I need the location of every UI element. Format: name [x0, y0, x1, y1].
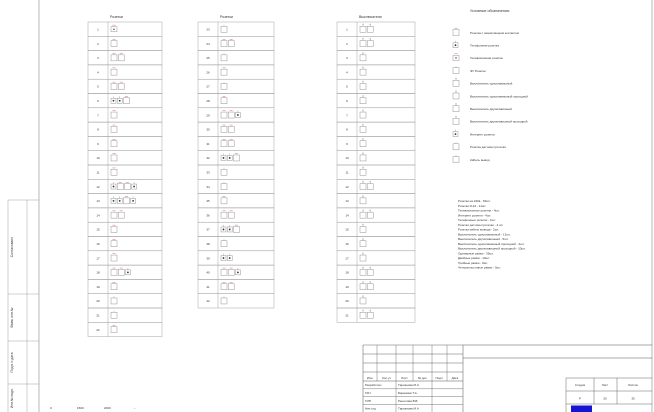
row-number: 4 [346, 70, 348, 75]
title-block-name: Баранова Т.А. [398, 391, 418, 395]
row-number: 12 [345, 184, 349, 189]
row-number: 28 [206, 98, 210, 103]
row-number: 42 [206, 299, 210, 304]
row-number: 32 [206, 156, 210, 161]
stage-header: Стадия [574, 383, 586, 387]
legend-label: Выключатель двухклавишный проходной [470, 119, 528, 124]
row-number: 9 [346, 141, 348, 146]
row-number: 10 [345, 156, 349, 161]
side-stamp-label: Согласовано [10, 236, 14, 258]
title-block-role: Разработал [365, 383, 382, 388]
side-stamp-label: Взам. инв.№ [10, 307, 14, 328]
row-number: 14 [345, 213, 349, 218]
row-number: 34 [206, 184, 210, 189]
summary-line: Четырехпостовые рамки - 5шт. [458, 265, 501, 270]
title-block-name: Решетова В.В. [398, 398, 419, 403]
row-number: 10 [96, 156, 100, 161]
row-number: 2 [97, 41, 99, 46]
row-number: 16 [345, 241, 349, 246]
row-number: 1 [346, 27, 348, 32]
row-number: 36 [206, 213, 210, 218]
summary-line: Двойные рамки - 10шт. [458, 256, 490, 260]
row-number: 26 [206, 70, 210, 75]
summary-line: Выключатель одноклавишный - 13шт. [458, 232, 511, 237]
legend-label: Выключатель двухклавишный [470, 107, 512, 111]
row-number: 7 [97, 113, 99, 118]
title-block-header: № док. [417, 376, 428, 381]
summary-line: Выключатель двухклавишный - 5шт. [458, 237, 509, 241]
summary-line: Одинарные рамки - 39шт. [458, 251, 494, 256]
row-number: 4 [97, 70, 99, 75]
legend-label: Розетка датчика протечки [470, 145, 506, 150]
summary-line: Тройные рамки - 9шт. [458, 260, 488, 265]
arrow-icon: → [133, 406, 136, 410]
row-number: 15 [345, 227, 349, 232]
row-number: 21 [96, 313, 100, 318]
summary-line: Телефонные розетки - 1шт. [458, 218, 496, 222]
legend-label: Розетка с заземляющим контактом [470, 30, 519, 35]
legend-label: ЭУ Розетки [470, 68, 486, 73]
summary-line: Выключатель одноклавишный проходной - 4шт. [458, 241, 525, 246]
row-number: 17 [96, 256, 100, 261]
row-number: 5 [346, 84, 348, 89]
row-number: 35 [206, 199, 210, 204]
title-block-header: Изм. [366, 376, 374, 381]
legend-label: Телефонная розетка [470, 43, 499, 48]
row-number: 8 [346, 127, 348, 132]
title-block-role: Нач.отд [365, 406, 376, 411]
row-number: 3 [97, 56, 99, 61]
row-number: 20 [345, 299, 349, 304]
sheet-header: Лист [601, 383, 609, 387]
row-number: 23 [206, 27, 210, 32]
table-title: Розетки [110, 15, 123, 19]
stage-value: Р [578, 396, 582, 401]
summary-line: Выключатель двухклавишный проходной - 10шт. [458, 246, 526, 251]
row-number: 5 [97, 84, 99, 89]
legend-label: Кабель вывод [470, 157, 490, 162]
side-stamp-label: Инв.№ подл. [10, 387, 14, 409]
row-number: 7 [346, 113, 348, 118]
title-block-header: Кол.уч [382, 376, 391, 381]
row-number: 11 [96, 170, 100, 175]
legend-title: Условные обозначения: [470, 9, 510, 13]
row-number: 24 [206, 41, 210, 46]
table-title: Выключатели [359, 15, 382, 19]
scale-label: 1500 [77, 406, 84, 410]
row-number: 2 [346, 41, 348, 46]
row-number: 13 [96, 199, 100, 204]
row-number: 12 [96, 184, 100, 189]
row-number: 30 [206, 127, 210, 132]
title-block-header: Дата [451, 376, 459, 381]
sheets-count: 35 [631, 396, 635, 401]
summary-line: Розетки датчика протечки - 4 шт. [458, 222, 504, 227]
row-number: 29 [206, 113, 210, 118]
row-number: 19 [96, 284, 100, 289]
scale-label: 0 [50, 406, 52, 410]
row-number: 22 [96, 327, 100, 332]
legend-label: Интернет розетка [470, 132, 495, 137]
title-block-header: Подп. [435, 376, 444, 381]
title-block-name: Тарханова М.А [398, 406, 419, 411]
row-number: 17 [345, 256, 349, 261]
row-number: 16 [96, 241, 100, 246]
logo-block [571, 406, 592, 412]
row-number: 15 [96, 227, 100, 232]
row-number: 6 [97, 98, 99, 103]
row-number: 25 [206, 56, 210, 61]
row-number: 13 [345, 199, 349, 204]
row-number: 38 [206, 241, 210, 246]
scale-label: 2000 [104, 406, 111, 410]
row-number: 41 [206, 284, 210, 289]
legend-label: Выключатель одноклавишный [470, 81, 513, 86]
row-number: 18 [96, 270, 100, 275]
row-number: 37 [206, 227, 210, 232]
row-number: 14 [96, 213, 100, 218]
row-number: 27 [206, 84, 210, 89]
row-number: 1 [97, 27, 99, 32]
row-number: 11 [345, 170, 349, 175]
row-number: 6 [346, 98, 348, 103]
row-number: 9 [97, 141, 99, 146]
title-block-header: Лист [401, 376, 408, 381]
title-block-role: ГИП [365, 398, 371, 403]
row-number: 3 [346, 56, 348, 61]
title-block-role: ГАП [365, 391, 371, 395]
row-number: 33 [206, 170, 210, 175]
summary-line: Розетки И-44 - 11шт. [458, 203, 487, 208]
row-number: 20 [96, 299, 100, 304]
row-number: 21 [345, 313, 349, 318]
sheet-number: 20 [603, 396, 607, 401]
row-number: 8 [97, 127, 99, 132]
row-number: 39 [206, 256, 210, 261]
table-title: Розетки [220, 15, 233, 19]
sheets-header: Листов [628, 383, 638, 387]
row-number: 40 [206, 270, 210, 275]
summary-line: Интернет розетки - 4шт. [458, 213, 492, 218]
summary-line: Розетки кабель вывода - 2шт. [458, 227, 500, 232]
side-stamp-label: Подп. и дата [10, 352, 14, 373]
row-number: 18 [345, 270, 349, 275]
row-number: 31 [206, 141, 210, 146]
summary-line: Телевизионные розетки - 4шт. [458, 208, 500, 213]
legend-label: Телевизионная розетка [470, 56, 503, 61]
legend-label: Выключатель одноклавишный проходной [470, 94, 528, 99]
summary-line: Розетки на 220в - 82шт. [458, 199, 491, 203]
title-block-name: Тарханова М.А [398, 383, 419, 388]
row-number: 19 [345, 284, 349, 289]
